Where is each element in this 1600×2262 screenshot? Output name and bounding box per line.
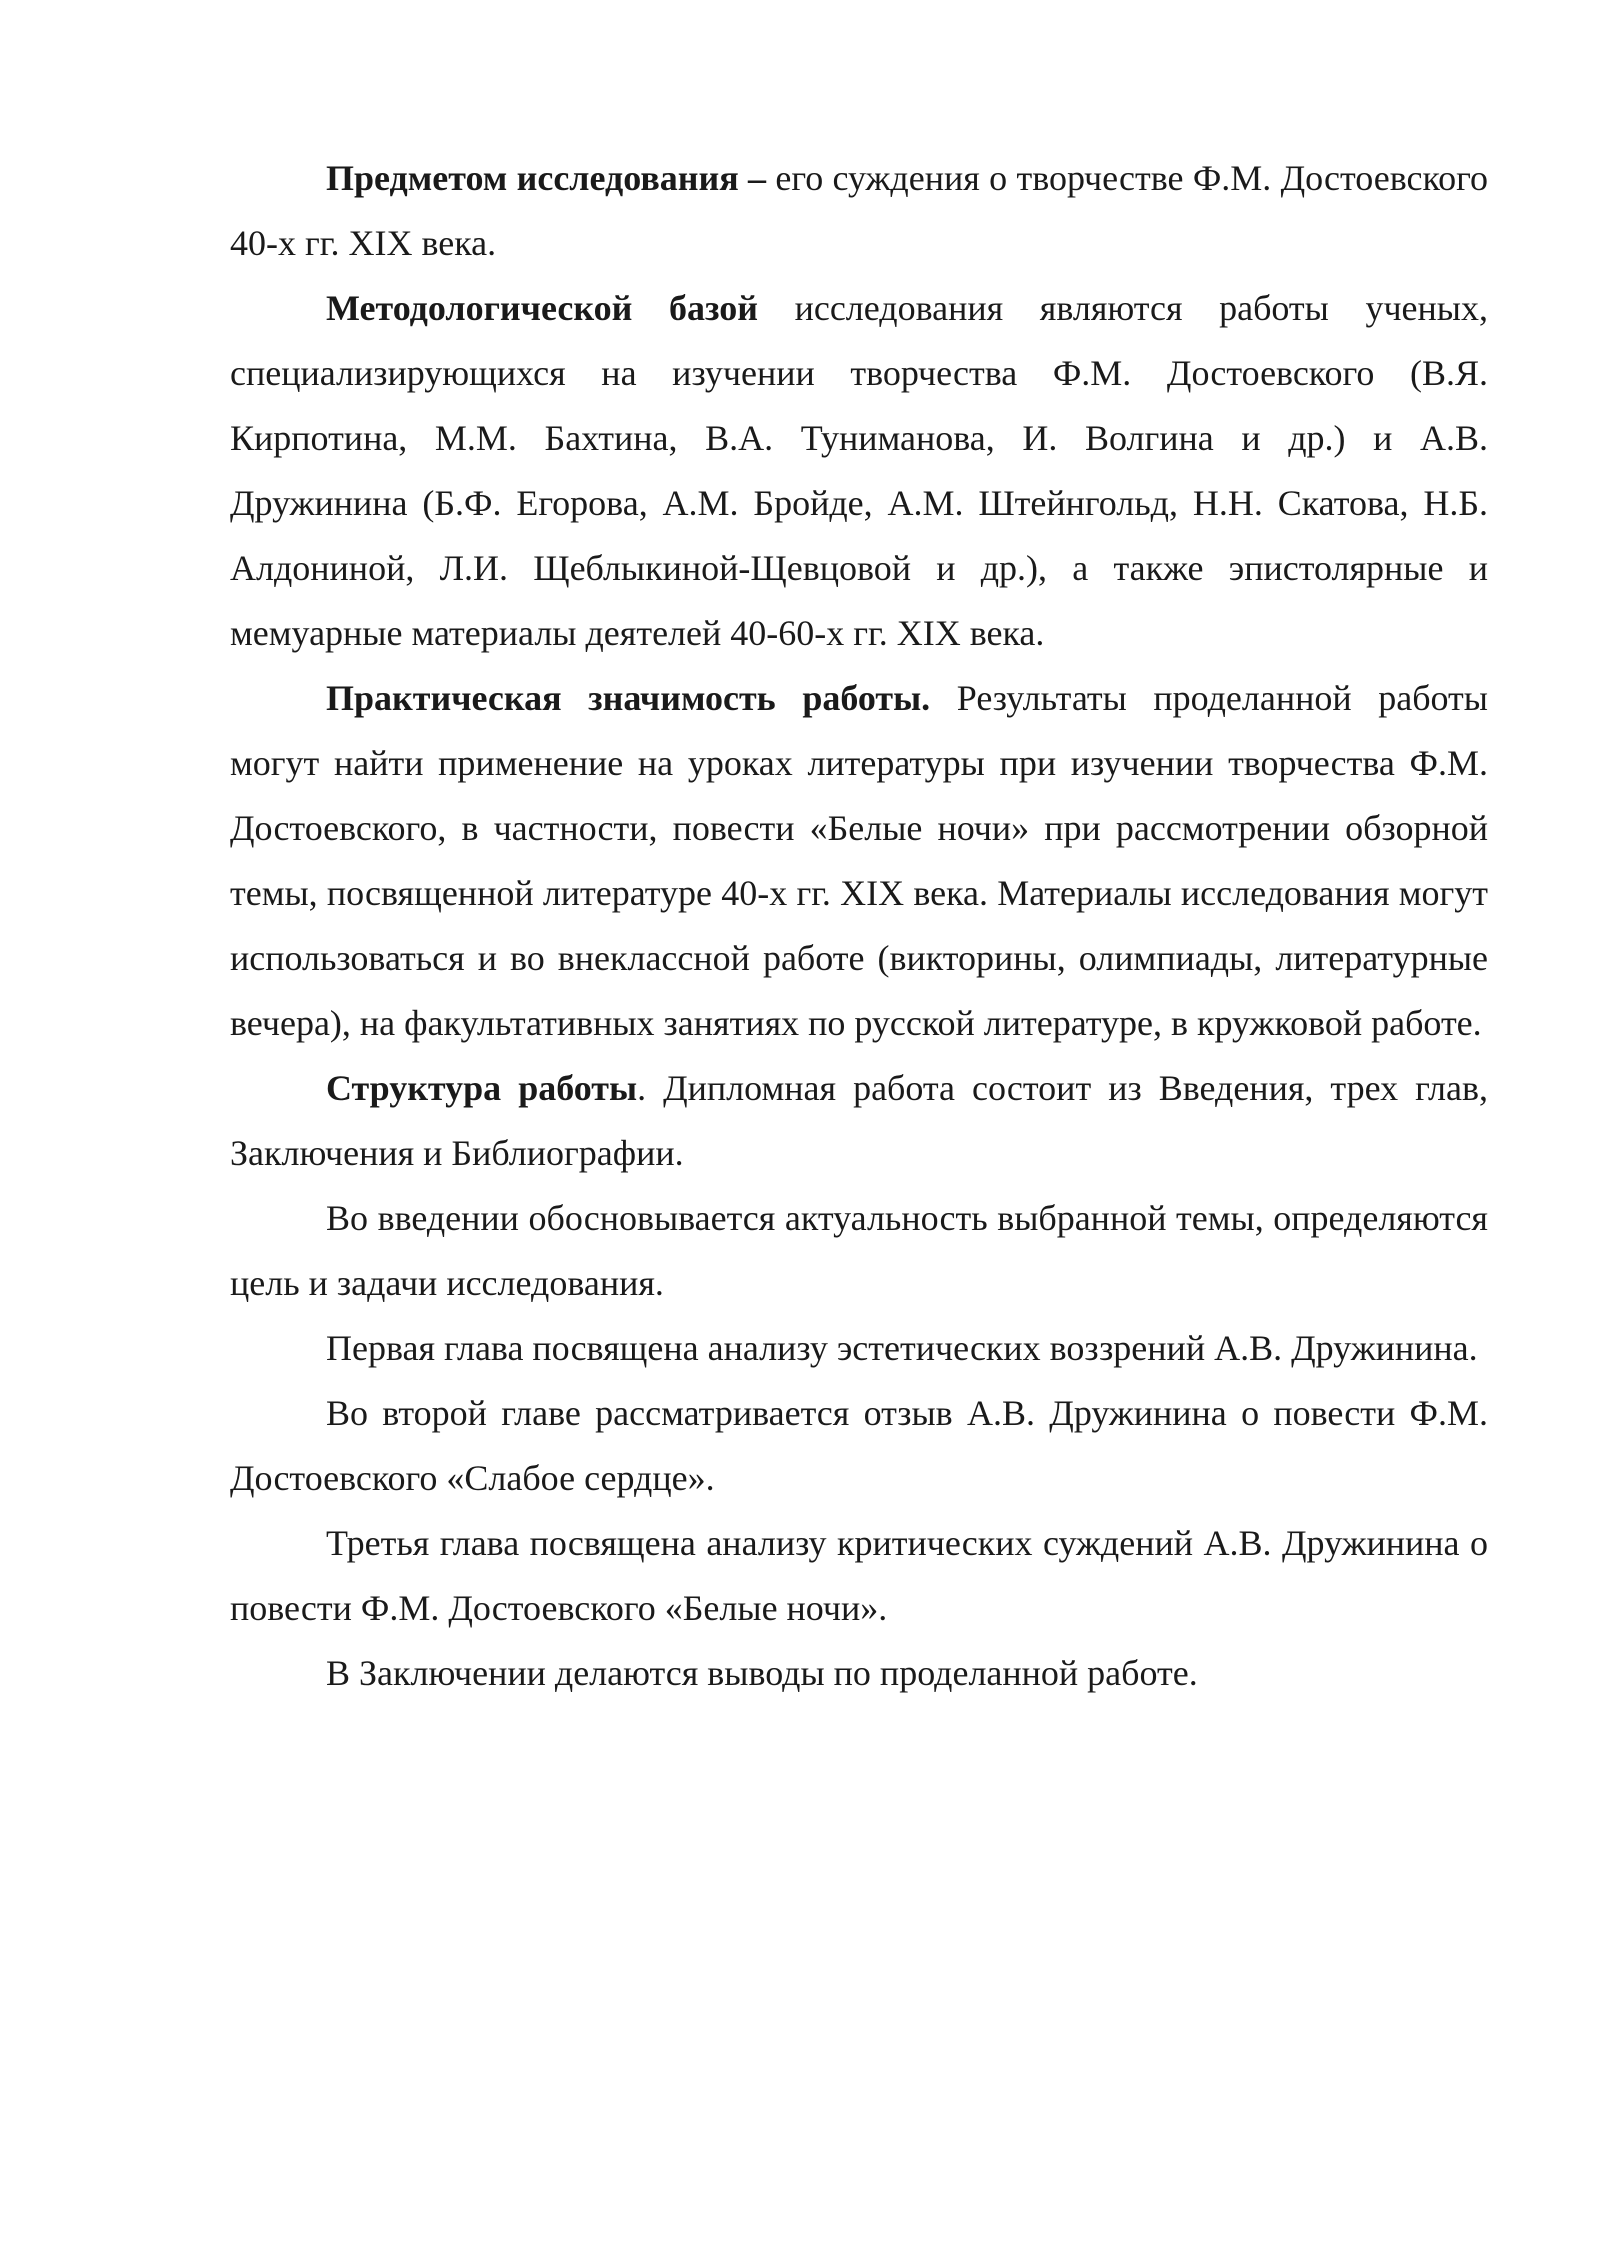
- paragraph-text: Во второй главе рассматривается отзыв А.В. Дружинина о повести Ф.М. Достоевского «Слабое сердце».: [230, 1393, 1488, 1498]
- paragraph-chapter-one: [230, 1316, 1488, 1381]
- paragraph-text: его суждения о творчестве Ф.М. Достоевского 40-х гг. XIX века.: [230, 158, 1488, 263]
- paragraph-introduction: [230, 1186, 1488, 1316]
- paragraph-methodology: [230, 276, 1488, 666]
- document-body: [230, 146, 1488, 1706]
- paragraph-text: Первая глава посвящена анализу эстетических воззрений А.В. Дружинина.: [326, 1328, 1478, 1368]
- paragraph-text: Во введении обосновывается актуальность выбранной темы, определяются цель и задачи исследования.: [230, 1198, 1488, 1303]
- paragraph-text: Третья глава посвящена анализу критических суждений А.В. Дружинина о повести Ф.М. Достоевского «Белые ночи».: [230, 1523, 1488, 1628]
- paragraph-text: . Дипломная работа состоит из Введения, трех глав, Заключения и Библиографии.: [230, 1068, 1488, 1173]
- paragraph-lead: Структура работы: [326, 1068, 638, 1108]
- paragraph-practical-significance: [230, 666, 1488, 1056]
- paragraph-text: Результаты проделанной работы могут найти применение на уроках литературы при изучении творчества Ф.М. Достоевского, в частности, повести «Белые ночи» при рассмотрении обзорной темы, посвященной литературе 40-х гг. XIX века. Материалы исследования могут использоваться и во внеклассной работе (викторины, олимпиады, литературные вечера), на факультативных занятиях по русской литературе, в кружковой работе.: [230, 678, 1488, 1043]
- paragraph-lead: Методологической базой: [326, 288, 758, 328]
- paragraph-text: исследования являются работы ученых, специализирующихся на изучении творчества Ф.М. Достоевского (В.Я. Кирпотина, М.М. Бахтина, В.А. Туниманова, И. Волгина и др.) и А.В. Дружинина (Б.Ф. Егорова, А.М. Бройде, А.М. Штейнгольд, Н.Н. Скатова, Н.Б. Алдониной, Л.И. Щеблыкиной-Щевцовой и др.), а также эпистолярные и мемуарные материалы деятелей 40-60-х гг. XIX века.: [230, 288, 1488, 653]
- paragraph-research-subject: [230, 146, 1488, 276]
- paragraph-text: В Заключении делаются выводы по проделанной работе.: [326, 1653, 1198, 1693]
- paragraph-structure: [230, 1056, 1488, 1186]
- paragraph-chapter-two: [230, 1381, 1488, 1511]
- paragraph-chapter-three: [230, 1511, 1488, 1641]
- paragraph-lead: Предметом исследования –: [326, 158, 767, 198]
- paragraph-lead: Практическая значимость работы.: [326, 678, 931, 718]
- paragraph-conclusion: [230, 1641, 1488, 1706]
